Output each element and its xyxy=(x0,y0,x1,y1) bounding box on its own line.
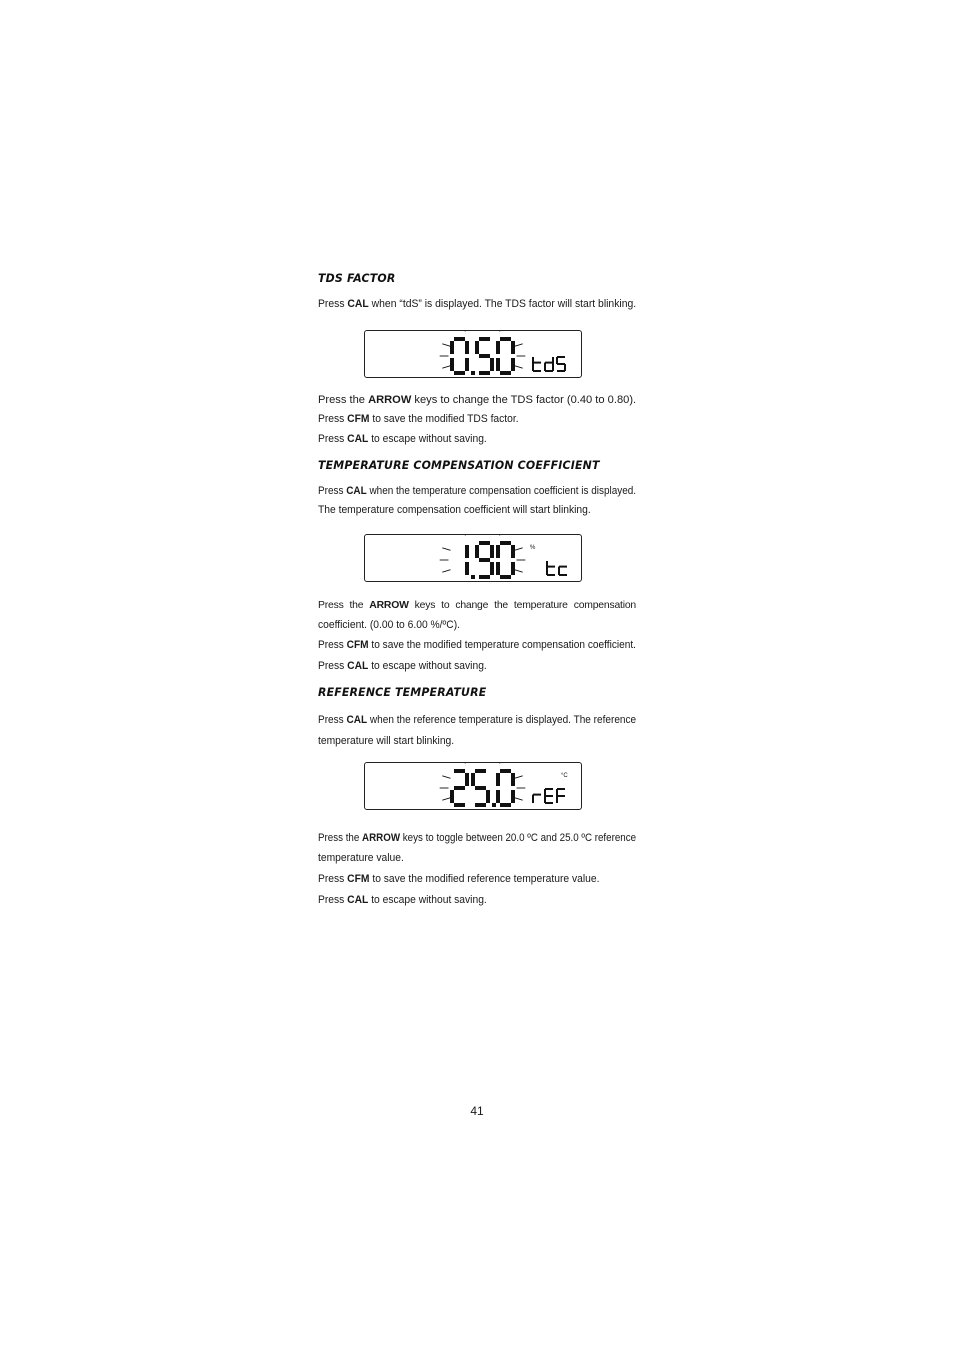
blink-ray xyxy=(442,570,450,573)
tc-step-line-2 xyxy=(318,618,460,632)
text-segment: coefficient. (0.00 to 6.00 %/ºC). xyxy=(318,619,461,631)
text-segment: Press xyxy=(318,660,348,672)
text-segment: Press xyxy=(318,714,347,726)
text-segment: Press xyxy=(318,413,348,425)
text-segment: Press xyxy=(318,433,348,445)
section-heading-temp-comp: TEMPERATURE COMPENSATION COEFFICIENT xyxy=(318,458,600,472)
key-name: CAL xyxy=(346,485,367,497)
text-segment: when “tdS” is displayed. The TDS factor will start blinking. xyxy=(368,298,637,310)
lcd-decimal-point xyxy=(471,575,475,579)
text-segment: when the temperature compensation coefficient is displayed. xyxy=(366,485,637,497)
lcd-display-ref xyxy=(364,762,582,810)
blink-ray xyxy=(442,366,450,369)
key-name: ARROW xyxy=(369,600,409,611)
lcd-decimal-point xyxy=(471,371,475,375)
text-segment: keys to change the TDS factor (0.40 to 0.80). xyxy=(411,394,637,406)
text-segment: to save the modified temperature compensation coefficient. xyxy=(368,639,636,651)
key-name: CAL xyxy=(346,714,368,726)
blink-ray xyxy=(442,344,450,347)
text-segment: when the reference temperature is displayed. The reference xyxy=(367,714,637,726)
lcd-svg xyxy=(365,763,583,811)
text-segment: Press the xyxy=(318,832,363,844)
text-segment: keys to toggle between 20.0 ºC and 25.0 ºC reference xyxy=(400,832,637,844)
text-segment: Press xyxy=(318,298,348,310)
lcd-unit-indicator: % xyxy=(530,545,536,551)
text-segment: Press xyxy=(318,873,348,885)
tc-intro-line-1 xyxy=(318,484,636,498)
text-segment: to escape without saving. xyxy=(368,660,487,672)
page-number: 41 xyxy=(470,1104,484,1118)
text-segment: to save the modified reference temperature value. xyxy=(369,873,600,885)
key-name: CAL xyxy=(347,660,369,672)
ref-step-line-4 xyxy=(318,893,487,907)
key-name: CFM xyxy=(346,639,369,651)
tds-step-line-2 xyxy=(318,412,519,426)
lcd-display-tc xyxy=(364,534,582,582)
tc-step-line-3 xyxy=(318,638,636,652)
ref-step-line-1 xyxy=(318,831,636,845)
key-name: CAL xyxy=(347,298,369,310)
blink-ray xyxy=(515,798,523,801)
key-name: ARROW xyxy=(368,394,412,406)
blink-ray xyxy=(515,344,523,347)
tc-step-line-4 xyxy=(318,659,487,673)
key-name: CAL xyxy=(347,433,369,445)
text-segment: Press xyxy=(318,639,347,651)
lcd-svg xyxy=(365,331,583,379)
tc-intro-line-2 xyxy=(318,503,591,517)
key-name: ARROW xyxy=(362,832,401,844)
lcd-decimal-point xyxy=(492,803,496,807)
blink-ray xyxy=(442,548,450,551)
section-heading-tds-factor: TDS FACTOR xyxy=(318,271,396,285)
ref-intro-line-2 xyxy=(318,734,454,748)
ref-step-line-2 xyxy=(318,851,404,865)
blink-ray xyxy=(442,776,450,779)
text-segment: to escape without saving. xyxy=(368,433,487,445)
blink-ray xyxy=(515,548,523,551)
tds-step-line-3 xyxy=(318,432,487,446)
tc-step-line-1 xyxy=(318,599,636,613)
ref-intro-line-1 xyxy=(318,713,636,727)
lcd-unit-indicator: °C xyxy=(561,773,568,779)
text-segment: to save the modified TDS factor. xyxy=(369,413,519,425)
text-segment: Press xyxy=(318,485,347,497)
text-segment: to escape without saving. xyxy=(368,894,487,906)
tds-step-line-1 xyxy=(318,393,636,407)
text-segment: Press xyxy=(318,894,348,906)
key-name: CFM xyxy=(347,873,370,885)
blink-ray xyxy=(515,570,523,573)
text-segment: Press the xyxy=(318,600,370,611)
section-heading-ref-temp: REFERENCE TEMPERATURE xyxy=(318,685,487,699)
text-segment: Press the xyxy=(318,394,369,406)
text-segment: The temperature compensation coefficient will start blinking. xyxy=(318,504,591,516)
lcd-display-tds xyxy=(364,330,582,378)
ref-step-line-3 xyxy=(318,872,599,886)
text-segment: temperature will start blinking. xyxy=(318,735,455,747)
blink-ray xyxy=(515,366,523,369)
text-segment: keys to change the temperature compensation xyxy=(408,600,636,611)
text-segment: temperature value. xyxy=(318,852,404,864)
lcd-svg xyxy=(365,535,583,583)
tds-intro-line-1 xyxy=(318,297,636,311)
key-name: CAL xyxy=(347,894,369,906)
blink-ray xyxy=(442,798,450,801)
key-name: CFM xyxy=(347,413,370,425)
blink-ray xyxy=(515,776,523,779)
